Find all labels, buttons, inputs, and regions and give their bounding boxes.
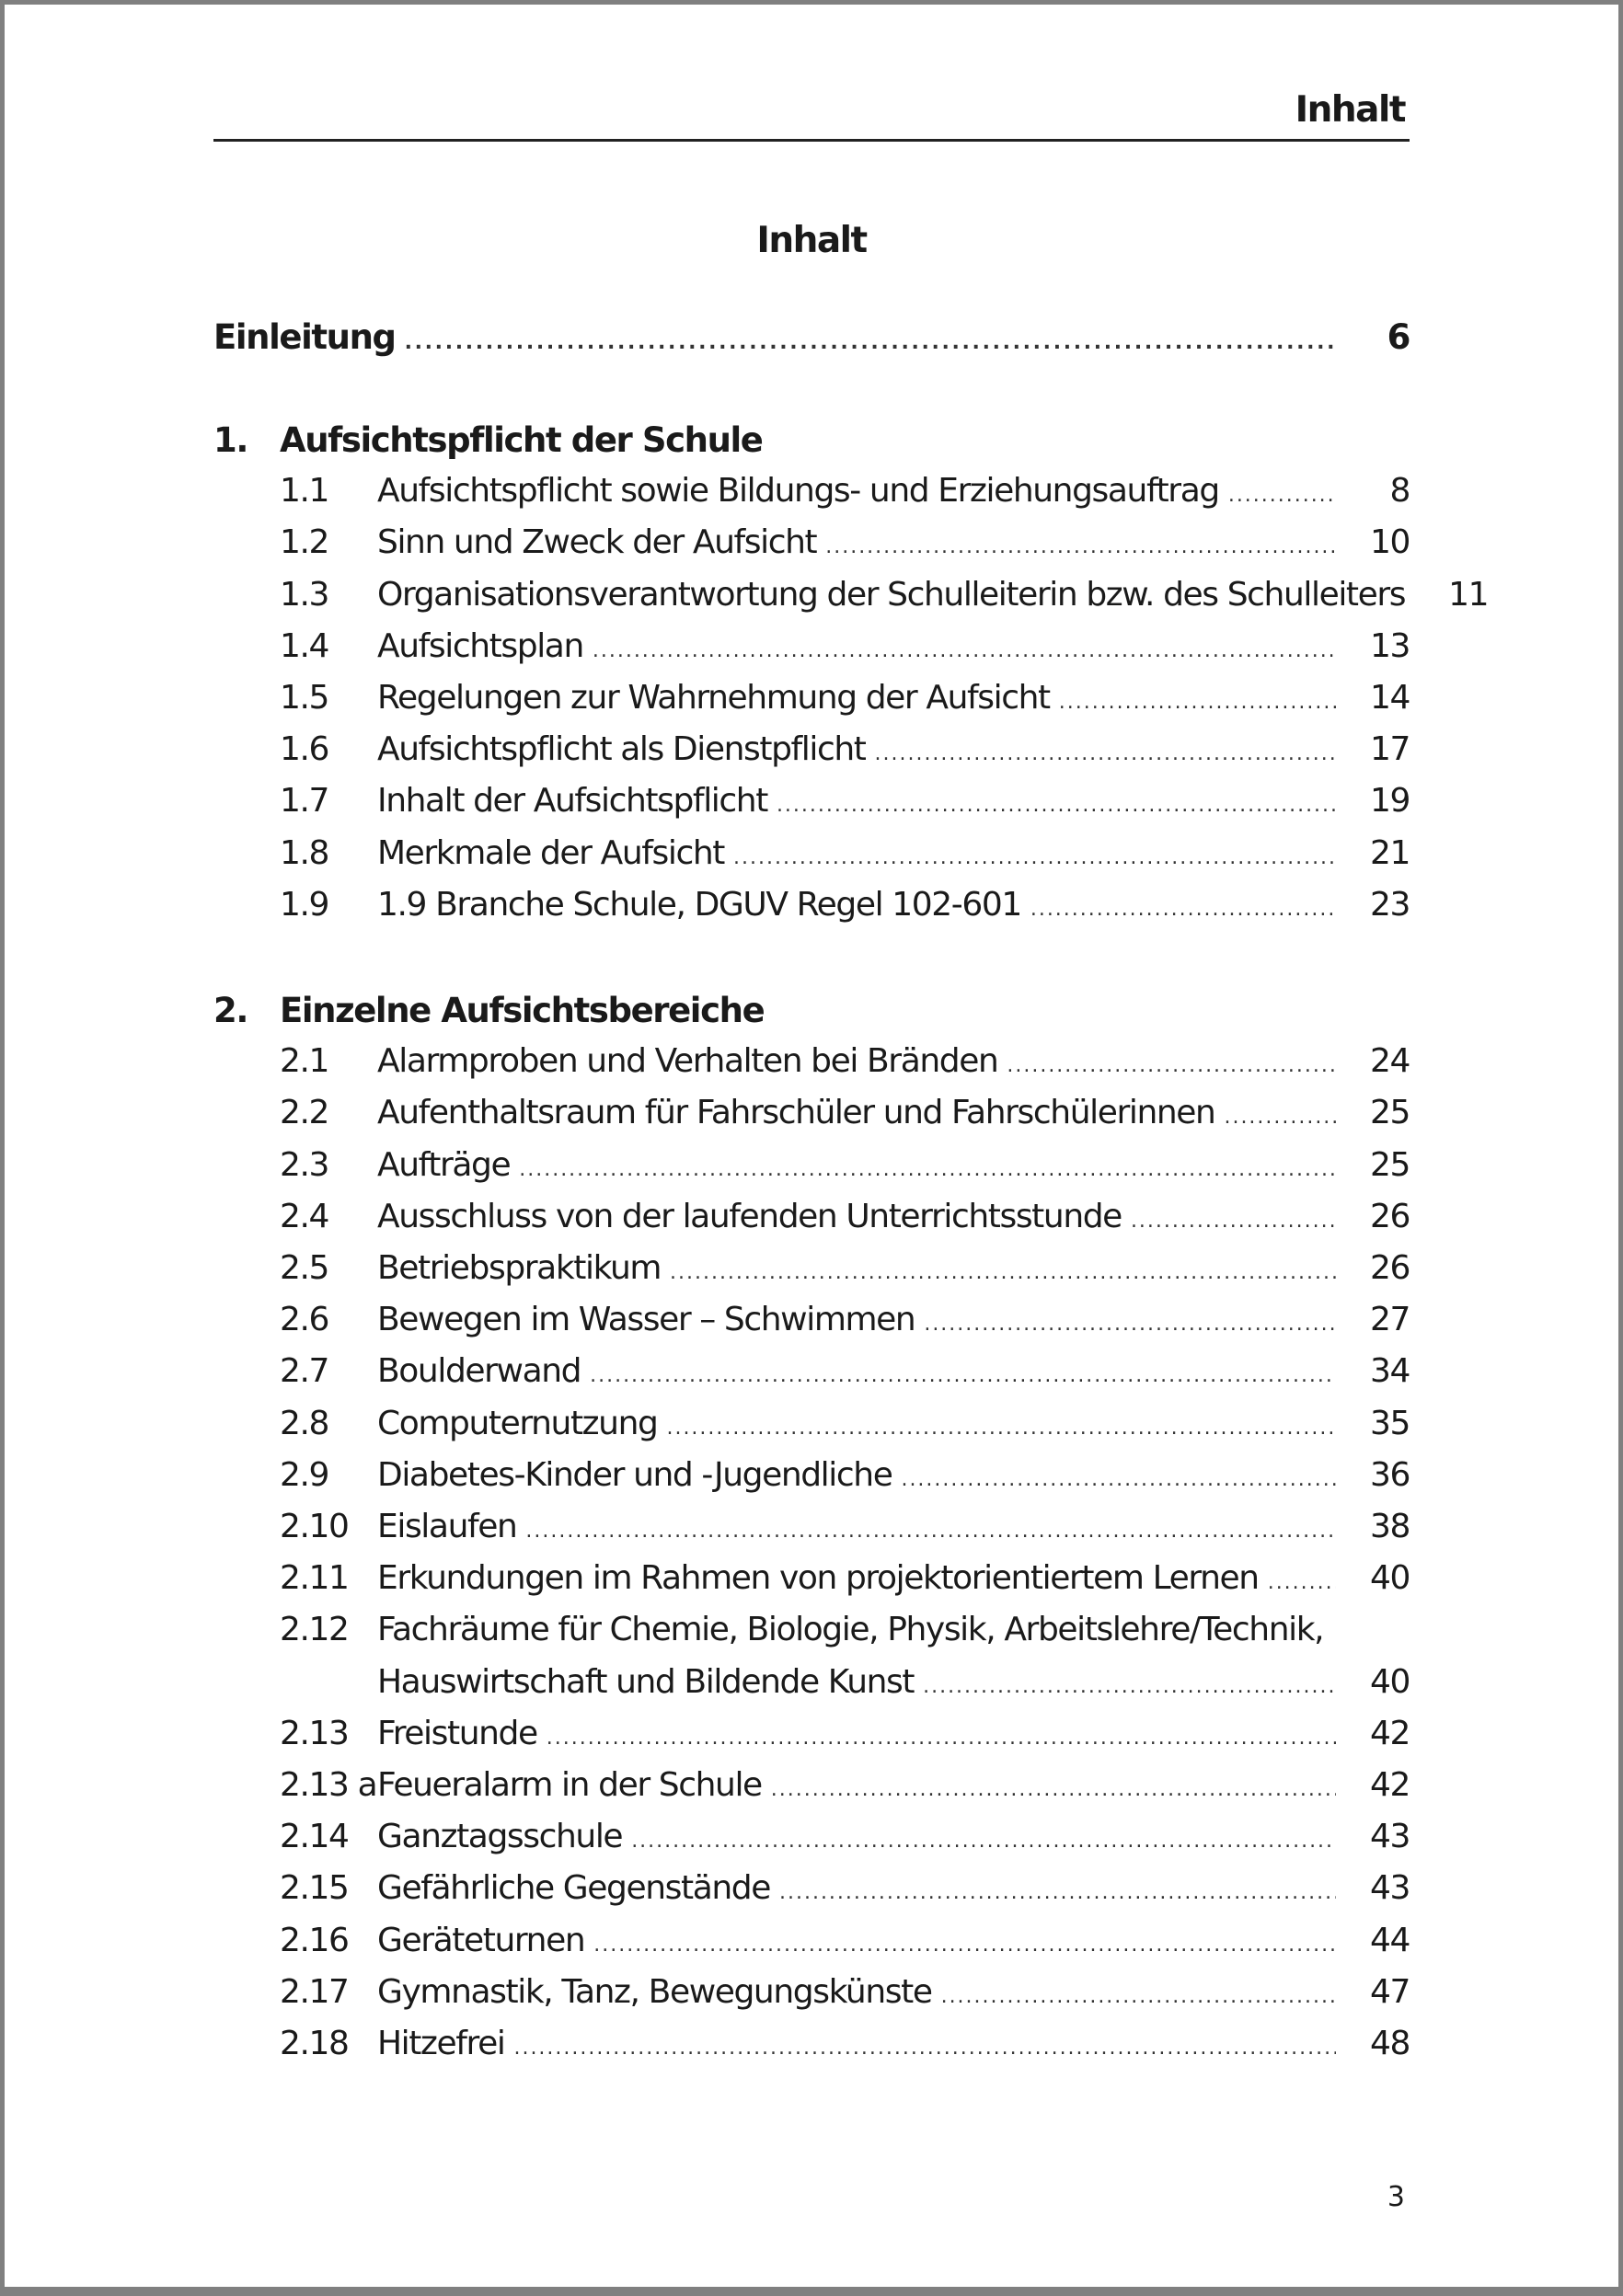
toc-entry-page: 34 [1369, 1352, 1410, 1391]
toc-entry-continuation[interactable] [213, 1663, 1410, 1715]
toc-entry-number: 1.9 [280, 885, 329, 924]
dot-leader [771, 1766, 1336, 1804]
toc-entry-page: 43 [1369, 1869, 1410, 1908]
toc-entry-label: Hitzefrei [377, 2025, 505, 2062]
dot-leader [405, 317, 1336, 357]
toc-entry[interactable] [213, 679, 1410, 730]
toc-section-heading[interactable] [213, 991, 1410, 1042]
toc-entry-number: 2.3 [280, 1145, 329, 1184]
toc-entry-label: Organisationsverantwortung der Schulleiterin bzw. des Schulleiters [377, 575, 1406, 614]
toc-entry-page: 26 [1369, 1197, 1410, 1235]
toc-entry-number: 2.1 [280, 1042, 329, 1081]
toc-entry-number: 2.5 [280, 1249, 329, 1287]
dot-leader [1268, 1559, 1336, 1597]
toc-entry-page: 27 [1369, 1301, 1410, 1339]
toc-entry-label: Freistunde [377, 1714, 537, 1752]
toc-entry-page: 35 [1369, 1404, 1410, 1442]
toc-entry[interactable] [213, 782, 1410, 833]
dot-leader [1224, 1094, 1336, 1131]
toc-entry-number: 2.2 [280, 1094, 329, 1132]
dot-leader [924, 1301, 1336, 1338]
toc-entry-label: Computernutzung [377, 1404, 658, 1442]
section-number: 2. [213, 991, 248, 1030]
toc-entry-label: Gefährliche Gegenstände [377, 1869, 771, 1908]
toc-entry-number: 2.13 [280, 1714, 349, 1752]
dot-leader [875, 730, 1336, 768]
dot-leader [590, 1352, 1336, 1390]
toc-entry-label: Eislaufen [377, 1508, 517, 1545]
dot-leader [593, 627, 1336, 665]
dot-leader [941, 1973, 1336, 2011]
toc-entry[interactable] [213, 523, 1410, 575]
toc-entry-page: 43 [1369, 1818, 1410, 1856]
dot-leader [593, 1922, 1336, 1959]
dot-leader [777, 782, 1336, 820]
toc-entry-label: Diabetes-Kinder und -Jugendliche [377, 1455, 892, 1494]
toc-entry[interactable] [213, 1869, 1410, 1921]
toc-entry-label: Bewegen im Wasser – Schwimmen [377, 1301, 915, 1339]
toc-entry[interactable] [213, 886, 1410, 937]
toc-entry-number: 2.15 [280, 1869, 349, 1908]
toc-entry-page: 40 [1369, 1662, 1410, 1701]
toc-entry-intro[interactable] [213, 317, 1410, 369]
toc-entry-label: Aufsichtspflicht als Dienstpflicht [377, 730, 866, 769]
toc-entry-page: 42 [1369, 1714, 1410, 1752]
toc-entry[interactable] [213, 730, 1410, 782]
toc-entry-number: 1.4 [280, 626, 329, 665]
toc-entry-page: 40 [1369, 1559, 1410, 1598]
toc-entry-label: Geräteturnen [377, 1921, 585, 1959]
toc-entry[interactable] [213, 1301, 1410, 1352]
toc-entry-number: 1.2 [280, 523, 329, 562]
toc-entry-number: 2.7 [280, 1352, 329, 1391]
toc-entry-number: 2.8 [280, 1404, 329, 1442]
section-title: Aufsichtspflicht der Schule [280, 420, 763, 460]
toc-entry[interactable] [213, 1715, 1410, 1766]
toc-entry[interactable] [213, 1042, 1410, 1094]
toc-entry-number: 2.6 [280, 1301, 329, 1339]
toc-section-heading[interactable] [213, 420, 1410, 472]
dot-leader [631, 1818, 1336, 1855]
dot-leader [733, 834, 1336, 872]
document-page [5, 5, 1618, 2287]
toc-entry-number: 1.3 [280, 575, 329, 614]
toc-entry-page: 10 [1369, 523, 1410, 562]
toc-entry-label: Ausschluss von der laufenden Unterrichtsstunde [377, 1197, 1122, 1235]
toc-entry[interactable] [213, 834, 1410, 886]
toc-entry-label: Alarmproben und Verhalten bei Bränden [377, 1042, 998, 1081]
toc-entry-number: 2.18 [280, 2025, 349, 2062]
toc-entry-page: 47 [1369, 1972, 1410, 2011]
toc-entry[interactable] [213, 472, 1410, 523]
dot-leader [1131, 1198, 1336, 1235]
dot-leader [525, 1508, 1336, 1545]
toc-entry-number: 2.14 [280, 1818, 349, 1856]
dot-leader [1030, 886, 1336, 924]
toc-entry-page: 25 [1369, 1094, 1410, 1132]
toc-entry-page: 36 [1369, 1455, 1410, 1494]
toc-entry[interactable] [213, 1405, 1410, 1456]
toc-entry[interactable] [213, 1094, 1410, 1145]
toc-entry-label: Aufenthaltsraum für Fahrschüler und Fahrschülerinnen [377, 1094, 1215, 1132]
running-head: Inhalt [1295, 89, 1405, 131]
toc-entry-label: Aufsichtsplan [377, 626, 583, 665]
toc-entry-label: Betriebspraktikum [377, 1249, 662, 1287]
toc-entry-page: 48 [1369, 2025, 1410, 2062]
dot-leader [779, 1869, 1336, 1907]
header-rule [213, 139, 1410, 142]
toc-entry[interactable] [213, 1766, 1410, 1818]
dot-leader [1007, 1042, 1336, 1080]
dot-leader [547, 1715, 1336, 1752]
toc-entry[interactable] [213, 627, 1410, 679]
toc-entry-page: 14 [1369, 679, 1410, 717]
toc-entry-label: Sinn und Zweck der Aufsicht [377, 523, 817, 562]
toc-entry-number: 1.1 [280, 472, 329, 511]
toc-entry-page: 11 [1448, 575, 1489, 614]
dot-leader [1228, 472, 1336, 510]
toc-entry-page: 26 [1369, 1249, 1410, 1287]
toc-entry-label: Merkmale der Aufsicht [377, 833, 725, 872]
dot-leader [670, 1249, 1336, 1287]
toc-entry-number: 2.9 [280, 1455, 329, 1494]
toc-entry[interactable] [213, 1456, 1410, 1508]
toc-entry-page: 23 [1369, 885, 1410, 924]
dot-leader [519, 1146, 1336, 1184]
page-title: Inhalt [756, 220, 867, 261]
toc-entry-label: 1.9 Branche Schule, DGUV Regel 102-601 [377, 885, 1021, 924]
toc-entry-label: Aufsichtspflicht sowie Bildungs- und Erziehungsauftrag [377, 472, 1219, 511]
toc-entry[interactable] [213, 575, 1489, 627]
toc-entry-page: 19 [1369, 782, 1410, 821]
toc-entry-page: 42 [1369, 1766, 1410, 1804]
dot-leader [901, 1456, 1336, 1494]
toc-entry-label: Erkundungen im Rahmen von projektorientiertem Lernen [377, 1559, 1259, 1598]
toc-entry-number: 2.17 [280, 1972, 349, 2011]
toc-entry-number: 1.8 [280, 833, 329, 872]
dot-leader [923, 1663, 1336, 1701]
toc-entry-number: 1.6 [280, 730, 329, 769]
toc-entry-page: 21 [1369, 833, 1410, 872]
toc-entry-number: 2.10 [280, 1508, 349, 1545]
page-number: 3 [1387, 2181, 1405, 2213]
toc-entry-number: 2.11 [280, 1559, 349, 1598]
toc-entry-number: 2.12 [280, 1611, 349, 1649]
toc-entry-label: Inhalt der Aufsichtspflicht [377, 782, 767, 821]
toc-entry-page: 8 [1389, 472, 1410, 511]
toc-entry-page: 25 [1369, 1145, 1410, 1184]
toc-entry-page: 38 [1369, 1508, 1410, 1545]
toc-entry-number: 2.4 [280, 1197, 329, 1235]
toc-entry-label: Aufträge [377, 1145, 511, 1184]
toc-entry-number: 2.16 [280, 1921, 349, 1959]
toc-entry[interactable] [213, 1611, 1410, 1662]
toc-entry-number: 2.13 a [280, 1766, 377, 1804]
toc-entry[interactable] [213, 1352, 1410, 1404]
toc-entry[interactable] [213, 1818, 1410, 1869]
toc-entry-number: 1.7 [280, 782, 329, 821]
toc-entry-label: Einleitung [213, 317, 396, 357]
toc-entry-number: 1.5 [280, 679, 329, 717]
toc-entry-label: Feueralarm in der Schule [377, 1766, 762, 1804]
toc-entry-label-line2: Hauswirtschaft und Bildende Kunst [377, 1662, 915, 1701]
toc-entry-label: Ganztagsschule [377, 1818, 623, 1856]
toc-entry[interactable] [213, 1559, 1410, 1611]
toc-entry[interactable] [213, 1249, 1410, 1301]
section-title: Einzelne Aufsichtsbereiche [280, 991, 765, 1030]
toc-entry-label: Boulderwand [377, 1352, 581, 1391]
toc-entry[interactable] [213, 2025, 1410, 2076]
dot-leader [513, 2025, 1336, 2062]
toc-entry[interactable] [213, 1973, 1410, 2025]
toc-entry[interactable] [213, 1198, 1410, 1249]
toc-entry-page: 6 [1387, 317, 1410, 357]
dot-leader [825, 523, 1336, 561]
toc-entry[interactable] [213, 1922, 1410, 1973]
toc-entry-label: Fachräume für Chemie, Biologie, Physik, Arbeitslehre/Technik, [377, 1611, 1324, 1649]
section-number: 1. [213, 420, 248, 460]
toc-entry[interactable] [213, 1146, 1410, 1198]
toc-entry-page: 24 [1369, 1042, 1410, 1081]
toc-entry-page: 17 [1369, 730, 1410, 769]
dot-leader [1059, 679, 1336, 717]
toc-entry[interactable] [213, 1508, 1410, 1559]
toc-entry-label: Gymnastik, Tanz, Bewegungskünste [377, 1972, 932, 2011]
toc-entry-label: Regelungen zur Wahrnehmung der Aufsicht [377, 679, 1050, 717]
toc-entry-page: 44 [1369, 1921, 1410, 1959]
toc-entry-page: 13 [1369, 626, 1410, 665]
dot-leader [666, 1405, 1336, 1442]
